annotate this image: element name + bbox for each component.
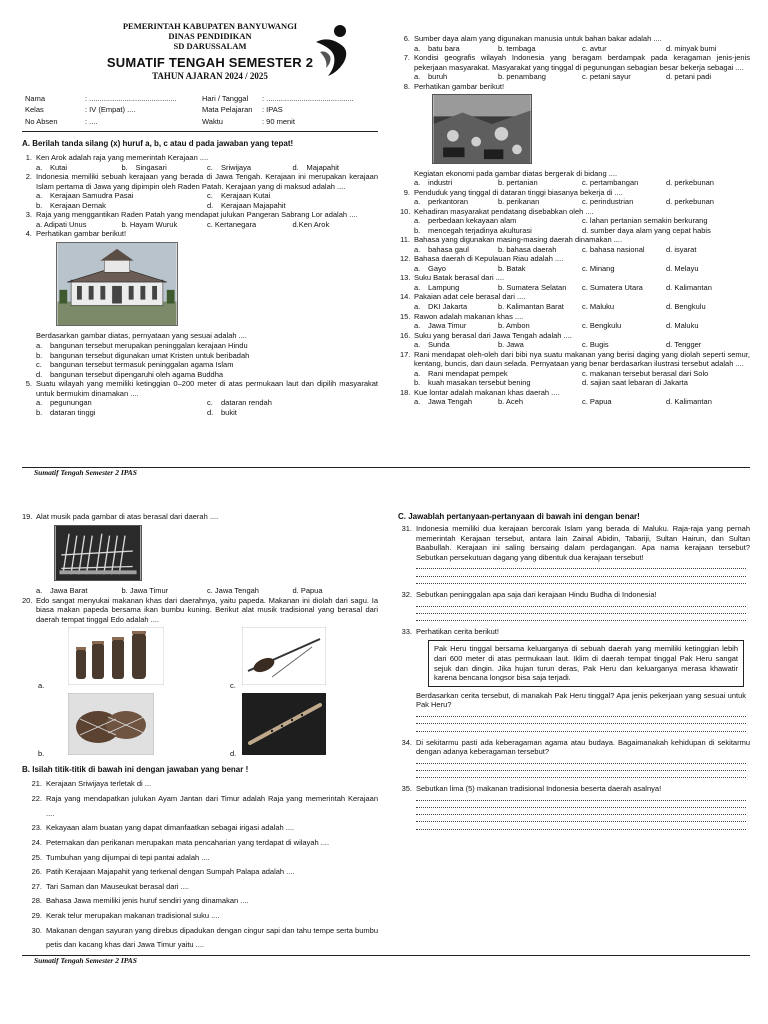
q35-answer-line-5[interactable]	[416, 822, 746, 829]
q8-option-b[interactable]: b. pertanian	[498, 178, 538, 188]
q20-option-d[interactable]: d.	[230, 749, 237, 759]
q14-text: Pakaian adat cele berasal dari ....	[414, 292, 526, 302]
q16-text: Suku yang berasal dari Jawa Tengah adalah ....	[414, 330, 572, 340]
palace-building-image	[56, 242, 178, 326]
q33-prompt: Berdasarkan cerita tersebut, di manakah Pak Heru tinggal? Apa jenis pekerjaan yang sesuai untuk Pak Heru?	[416, 690, 746, 710]
fill-in-text: Kekayaan alam buatan yang dapat dimanfaatkan sebagai irigasi adalah ....	[46, 823, 295, 833]
q20-text: Edo sangat menyukai makanan khas dari daerahnya, yaitu papeda. Makanan ini diolah dari sagu. Ia biasa makan papeda bersama ikan bumbu kuning. Berikut alat musik tradisional yang berasal dari daerah tempat tinggal Edo adalah ....	[36, 595, 378, 624]
q2-option-d[interactable]: d. Kerajaan Majapahit	[207, 200, 286, 210]
mapel-label: Mata Pelajaran	[202, 105, 253, 115]
q19-option-d[interactable]: d. Papua	[292, 586, 323, 596]
q17-option-a[interactable]: a. Rani mendapat pempek	[414, 368, 508, 378]
q12-number: 12.	[400, 254, 411, 264]
fill-in-text: Peternakan dan perikanan merupakan mata pencaharian yang terdapat di wilayah ....	[46, 837, 330, 847]
question-3	[22, 210, 378, 229]
q10-option-c[interactable]: c. lahan pertanian semakin berkurang	[582, 216, 708, 226]
header-line-2: DINAS PENDIDIKAN	[168, 30, 252, 41]
q9-option-d[interactable]: d. perkebunan	[666, 197, 714, 207]
q19-option-c[interactable]: c. Jawa Tengah	[207, 586, 259, 596]
q35-text: Sebutkan lima (5) makanan tradisional Indonesia beserta daerah asalnya!	[416, 784, 662, 794]
mapel-value: : IPAS	[262, 105, 283, 115]
q19-option-a[interactable]: a. Jawa Barat	[36, 586, 88, 596]
fill-in-question[interactable]	[22, 894, 378, 909]
q32-answer-line-1[interactable]	[416, 599, 746, 606]
q11-number: 11.	[400, 235, 410, 245]
q9-option-b[interactable]: b. perikanan	[498, 197, 540, 207]
q34-text: Di sekitarmu pasti ada keberagaman agama atau budaya. Bagaimanakah kehidupan di sekitarmu dengan adanya keberagaman tersebut?	[416, 737, 750, 757]
q7-number: 7.	[403, 53, 410, 63]
fill-in-text: Bahasa Jawa memiliki jenis huruf sendiri yang dinamakan ....	[46, 896, 249, 906]
q8-option-c[interactable]: c. pertambangan	[582, 178, 639, 188]
q34-answer-line-1[interactable]	[416, 757, 746, 764]
fill-in-question[interactable]	[22, 909, 378, 924]
q12-option-c[interactable]: c. Minang	[582, 263, 615, 273]
q18-option-a[interactable]: a. Jawa Tengah	[414, 397, 473, 407]
waktu-value: : 90 menit	[262, 116, 295, 126]
q11-option-a[interactable]: a. bahasa gaul	[414, 244, 469, 254]
q33-answer-line-2[interactable]	[416, 717, 746, 724]
q18-option-c[interactable]: c. Papua	[582, 397, 612, 407]
q19-image-wrap	[22, 525, 378, 584]
q17-option-c[interactable]: c. makanan tersebut berasal dari Solo	[582, 368, 709, 378]
question-16	[400, 331, 750, 350]
kelas-label: Kelas	[25, 105, 44, 115]
q16-number: 16.	[400, 330, 411, 340]
header-line-3: SD DARUSSALAM	[173, 40, 247, 51]
question-33	[398, 627, 750, 732]
q32-answer-line-3[interactable]	[416, 614, 746, 621]
q3-option-d[interactable]: d.Ken Arok	[292, 219, 330, 229]
q19-text: Alat musik pada gambar di atas berasal dari daerah ....	[36, 512, 219, 521]
q10-text: Kehadiran masyarakat pendatang disebabkan oleh ....	[414, 206, 594, 216]
footer-text-1: Sumatif Tengah Semester 2 IPAS	[34, 468, 137, 477]
fill-in-question[interactable]	[22, 836, 378, 851]
question-11	[400, 235, 750, 254]
q32-text: Sebutkan peninggalan apa saja dari kerajaan Hindu Budha di Indonesia!	[416, 589, 657, 599]
fill-in-question[interactable]	[22, 821, 378, 836]
q19-number: 19.	[22, 512, 33, 521]
section-a-heading: A. Berilah tanda silang (x) huruf a, b, c atau d pada jawaban yang tepat!	[22, 139, 294, 148]
q5-option-b[interactable]: b. dataran tinggi	[36, 407, 96, 417]
q9-text: Penduduk yang tinggal di dataran tinggi biasanya bekerja di ....	[414, 187, 623, 197]
q8-number: 8.	[403, 81, 410, 91]
question-18	[400, 388, 750, 407]
q33-number: 33.	[401, 626, 412, 636]
q5-text: Suatu wilayah yang memiliki ketinggian 0–200 meter di atas permukaan laut dan dipilih masyarakat untuk bermukim dinamakan ....	[36, 379, 378, 398]
q13-option-a[interactable]: a. Lampung	[414, 282, 460, 292]
question-35	[398, 784, 750, 829]
question-8	[400, 82, 750, 188]
page2-right	[398, 512, 750, 830]
q19-option-b[interactable]: b. Jawa Timur	[121, 586, 169, 596]
q1-option-d[interactable]: d. Majapahit	[292, 162, 340, 172]
tifa-drums-image	[68, 627, 164, 685]
q1-option-b[interactable]: b. Singasari	[121, 162, 167, 172]
q2-option-c[interactable]: c. Kerajaan Kutai	[207, 191, 271, 201]
kelas-value: : IV (Empat) ....	[85, 105, 136, 115]
section-a-left	[22, 139, 378, 417]
question-15	[400, 312, 750, 331]
q32-answer-line-2[interactable]	[416, 607, 746, 614]
fill-in-text: Tari Saman dan Mauseukat berasal dari ....	[46, 881, 189, 891]
hari-label: Hari / Tanggal	[202, 94, 249, 103]
q6-option-c[interactable]: c. avtur	[582, 43, 607, 53]
string-instrument-image	[242, 627, 326, 685]
footer-text-2: Sumatif Tengah Semester 2 IPAS	[34, 956, 137, 965]
hari-field[interactable]: : ..........................................	[262, 94, 354, 103]
question-19	[22, 512, 378, 596]
q31-answer-line-3[interactable]	[416, 577, 746, 584]
q33-text: Perhatikan cerita berikut!	[416, 626, 499, 636]
student-info	[23, 92, 193, 128]
q3-option-c[interactable]: c. Kertanegara	[207, 219, 257, 229]
school-year: TAHUN AJARAN 2024 / 2025	[152, 71, 268, 81]
q15-text: Rawon adalah makanan khas ....	[414, 311, 524, 321]
q5-option-a[interactable]: a. pegunungan	[36, 398, 92, 408]
page2-left	[22, 512, 378, 953]
fill-in-text: Kerak telur merupakan makanan tradisional suku ....	[46, 911, 220, 921]
q15-option-b[interactable]: b. Ambon	[498, 321, 530, 331]
section-c-heading: C. Jawablah pertanyaan-pertanyaan di bawah ini dengan benar!	[398, 512, 640, 521]
q4-text: Perhatikan gambar berikut!	[36, 229, 127, 239]
question-34	[398, 738, 750, 779]
q14-option-d[interactable]: d. Bengkulu	[666, 301, 706, 311]
q18-text: Kue lontar adalah makanan khas daerah ....	[414, 387, 560, 397]
question-14	[400, 292, 750, 311]
q13-number: 13.	[400, 273, 411, 283]
q4-image-wrap	[22, 242, 378, 329]
q2-number: 2.	[25, 172, 32, 182]
fill-in-text: Makanan dengan sayuran yang direbus dipadukan dengan cingur sapi dan tahu tempe serta bumbu petis dan kacang khas dari Jawa Timur yaitu ....	[46, 925, 378, 950]
q18-option-b[interactable]: b. Aceh	[498, 397, 524, 407]
q6-option-d[interactable]: d. minyak bumi	[666, 43, 717, 53]
fill-in-number: 27.	[31, 881, 42, 891]
question-5	[22, 379, 378, 417]
q2-option-b[interactable]: b. Kerajaan Demak	[36, 200, 106, 210]
fill-in-question[interactable]	[22, 924, 378, 953]
absen-field[interactable]: : ....	[85, 116, 98, 126]
school-logo-icon	[312, 22, 354, 78]
q17-number: 17.	[400, 349, 411, 359]
q15-option-c[interactable]: c. Bengkulu	[582, 321, 622, 331]
question-7	[400, 53, 750, 82]
q32-number: 32.	[401, 589, 412, 599]
fill-in-question[interactable]	[22, 777, 378, 792]
q14-option-c[interactable]: c. Maluku	[582, 301, 615, 311]
q6-text: Sumber daya alam yang digunakan manusia untuk bahan bakar adalah ....	[414, 34, 662, 43]
industry-photo-image	[432, 94, 532, 164]
q1-text: Ken Arok adalah raja yang memerintah Kerajaan ....	[36, 153, 209, 163]
fill-in-question[interactable]	[22, 880, 378, 895]
q7-option-b[interactable]: b. penambang	[498, 72, 546, 82]
q10-option-d[interactable]: d. sumber daya alam yang cepat habis	[582, 225, 711, 235]
q17-text: Rani mendapat oleh-oleh dari bibi nya suatu makanan yang berisi daging yang diolah seperti semur, kentang, buncis, dan daun selada. Pernyataan yang benar berdasarkan ilustrasi tersebut adalah ....	[414, 349, 750, 369]
q7-option-c[interactable]: c. petani sayur	[582, 72, 631, 82]
q5-option-c[interactable]: c. dataran rendah	[207, 398, 272, 408]
q12-option-b[interactable]: b. Batak	[498, 263, 526, 273]
exam-title: SUMATIF TENGAH SEMESTER 2	[106, 55, 314, 70]
section-a-right	[400, 34, 750, 407]
q20-option-b[interactable]: b.	[38, 749, 45, 759]
q15-number: 15.	[400, 311, 411, 321]
q20-option-a[interactable]: a.	[38, 681, 45, 691]
fill-in-text: Raja yang mendapatkan julukan Ayam Jantan dari Timur adalah Raja yang memerintah Kerajaan ....	[46, 794, 378, 818]
q16-option-d[interactable]: d. Tengger	[666, 340, 702, 350]
nama-label: Nama	[25, 94, 46, 103]
q34-number: 34.	[401, 737, 412, 747]
waktu-label: Waktu	[202, 116, 223, 126]
fill-in-number: 24.	[31, 837, 42, 847]
q1-number: 1.	[25, 153, 32, 163]
q9-option-c[interactable]: c. perindustrian	[582, 197, 634, 207]
q11-option-d[interactable]: d. isyarat	[666, 244, 697, 254]
q3-option-b[interactable]: b. Hayam Wuruk	[121, 219, 178, 229]
q7-text: Kondisi geografis wilayah Indonesia yang beragam berdampak pada keragaman jenis-jenis pekerjaan masyarakat. Masyarakat yang tinggal di pegunungan sebagian besar bekerja sebagai ....	[414, 53, 750, 72]
question-13	[400, 273, 750, 292]
q11-text: Bahasa yang digunakan masing-masing daerah dinamakan ....	[414, 235, 623, 245]
exam-info	[200, 92, 380, 128]
fill-in-number: 22.	[31, 794, 42, 804]
q7-option-d[interactable]: d. petani padi	[666, 72, 712, 82]
q5-number: 5.	[25, 379, 32, 389]
fill-in-number: 25.	[31, 852, 42, 862]
q6-option-b[interactable]: b. tembaga	[498, 43, 536, 53]
fill-in-question[interactable]	[22, 851, 378, 866]
q33-answer-line-3[interactable]	[416, 724, 746, 731]
nama-field[interactable]: : ..........................................	[85, 94, 177, 103]
q20-number: 20.	[22, 595, 33, 605]
question-31	[398, 524, 750, 584]
q6-number: 6.	[403, 34, 410, 43]
suling-flute-image	[242, 693, 326, 755]
q13-option-d[interactable]: d. Kalimantan	[666, 282, 712, 292]
fill-in-list	[22, 777, 378, 953]
q4-option-a[interactable]: a. bangunan tersebut merupakan peninggalan kerajaan Hindu	[36, 341, 248, 351]
q31-answer-line-1[interactable]	[416, 562, 746, 569]
q18-option-d[interactable]: d. Kalimantan	[666, 397, 712, 407]
q31-text: Indonesia memiliki dua kerajaan bercorak Islam yang berada di Maluku. Raja-raja yang pernah memerintah Kerajaan tersebut, antara lain Zainal Abidin, Tabariji, Sultan Hairun, dan Sultan Baabullah. Kerajaan ini saling bersaing dalam perdagangan. Apa nama kerajaan tersebut? Sebutkan persekutuan dagang yang dibentuk dua kerajaan tersebut!	[416, 524, 750, 562]
q12-option-d[interactable]: d. Melayu	[666, 263, 699, 273]
q7-option-a[interactable]: a. buruh	[414, 72, 448, 82]
q34-answer-line-3[interactable]	[416, 771, 746, 778]
q15-option-a[interactable]: a. Jawa Timur	[414, 321, 467, 331]
angklung-image	[54, 525, 142, 581]
q8-option-d[interactable]: d. perkebunan	[666, 178, 714, 188]
question-6	[400, 34, 750, 53]
question-12	[400, 254, 750, 273]
q8-image-wrap	[400, 94, 750, 167]
q13-option-b[interactable]: b. Sumatera Selatan	[498, 282, 567, 292]
q8-option-a[interactable]: a. industri	[414, 178, 453, 188]
q4-option-d[interactable]: d. bangunan tersebut dipengaruhi oleh agama Buddha	[36, 369, 224, 379]
absen-label: No Absen	[25, 116, 58, 126]
q4-prompt: Berdasarkan gambar diatas, pernyataan yang sesuai adalah ....	[36, 331, 247, 341]
q34-answer-line-2[interactable]	[416, 764, 746, 771]
q1-option-c[interactable]: c. Sriwijaya	[207, 162, 252, 172]
q13-text: Suku Batak berasal dari ....	[414, 273, 505, 283]
q33-answer-line-1[interactable]	[416, 710, 746, 717]
q31-number: 31.	[401, 524, 412, 534]
question-17	[400, 350, 750, 388]
q31-answer-line-2[interactable]	[416, 569, 746, 576]
q8-prompt: Kegiatan ekonomi pada gambar diatas bergerak di bidang ....	[414, 168, 618, 178]
q14-number: 14.	[400, 292, 411, 302]
q10-option-b[interactable]: b. mencegah terjadinya akulturasi	[414, 225, 532, 235]
kendang-image	[68, 693, 154, 755]
q3-text: Raja yang menggantikan Raden Patah yang mendapat julukan Pangeran Sabrang Lor adalah ....	[36, 210, 358, 220]
q17-option-d[interactable]: d. sajian saat lebaran di Jakarta	[582, 378, 688, 388]
fill-in-number: 30.	[31, 925, 42, 935]
q6-option-a[interactable]: a. batu bara	[414, 43, 460, 53]
fill-in-number: 21.	[31, 779, 42, 789]
fill-in-text: Kerajaan Sriwijaya terletak di ...	[46, 779, 152, 789]
q1-option-a[interactable]: a. Kutai	[36, 162, 68, 172]
q3-number: 3.	[25, 210, 32, 220]
q18-number: 18.	[400, 387, 411, 397]
q9-number: 9.	[403, 187, 410, 197]
fill-in-number: 28.	[31, 896, 42, 906]
q15-option-d[interactable]: d. Maluku	[666, 321, 699, 331]
question-2	[22, 172, 378, 210]
fill-in-number: 23.	[31, 823, 42, 833]
q16-option-a[interactable]: a. Sunda	[414, 340, 450, 350]
q4-option-c[interactable]: c. bangunan tersebut termasuk peninggalan agama Islam	[36, 360, 234, 370]
q14-option-b[interactable]: b. Kalimantan Barat	[498, 301, 564, 311]
fill-in-question[interactable]	[22, 865, 378, 880]
question-9	[400, 188, 750, 207]
q35-number: 35.	[401, 784, 412, 794]
fill-in-text: Tumbuhan yang dijumpai di tepi pantai adalah ....	[46, 852, 210, 862]
q20-image-grid	[22, 627, 378, 759]
q11-option-b[interactable]: b. bahasa daerah	[498, 244, 557, 254]
q2-text: Indonesia memiliki sebuah kerajaan yang berada di Jawa Tengah. Kerajaan ini merupakan kerajaan Islam pertama di Jawa yang dipimpin oleh Raden Patah. Kerajaan yang di maksud adalah ....	[36, 172, 378, 191]
q12-text: Bahasa daerah di Kepulauan Riau adalah ....	[414, 254, 564, 264]
q13-option-c[interactable]: c. Sumatera Utara	[582, 282, 643, 292]
fill-in-number: 29.	[31, 911, 42, 921]
q5-option-d[interactable]: d. bukit	[207, 407, 237, 417]
fill-in-question[interactable]	[22, 792, 378, 821]
q4-number: 4.	[25, 229, 32, 239]
q17-option-b[interactable]: b. kuah masakan tersebut bening	[414, 378, 531, 388]
header-line-1: PEMERINTAH KABUPATEN BANYUWANGI	[122, 21, 298, 31]
q3-option-a[interactable]: a. Adipati Unus	[36, 219, 87, 229]
q2-option-a[interactable]: a. Kerajaan Samudra Pasai	[36, 191, 134, 201]
fill-in-text: Patih Kerajaan Majapahit yang terkenal dengan Sumpah Palapa adalah ....	[46, 867, 295, 877]
q10-number: 10.	[400, 206, 411, 216]
q16-option-c[interactable]: c. Bugis	[582, 340, 609, 350]
section-b-heading: B. Isilah titik-titik di bawah ini dengan jawaban yang benar !	[22, 765, 249, 775]
q11-option-c[interactable]: c. bahasa nasional	[582, 244, 645, 254]
question-32	[398, 590, 750, 621]
question-1	[22, 153, 378, 172]
q16-option-b[interactable]: b. Jawa	[498, 340, 524, 350]
q12-option-a[interactable]: a. Gayo	[414, 263, 446, 273]
q35-answer-line-1[interactable]	[416, 794, 746, 801]
q20-option-c[interactable]: c.	[230, 681, 236, 691]
q10-option-a[interactable]: a. perbedaan kekayaan alam	[414, 216, 517, 226]
header-divider	[22, 131, 378, 132]
fill-in-number: 26.	[31, 867, 42, 877]
q14-option-a[interactable]: a. DKI Jakarta	[414, 301, 468, 311]
q35-answer-line-2[interactable]	[416, 801, 746, 808]
q9-option-a[interactable]: a. perkantoran	[414, 197, 469, 207]
q8-text: Perhatikan gambar berikut!	[414, 81, 505, 91]
question-10	[400, 207, 750, 236]
q4-option-b[interactable]: b. bangunan tersebut digunakan umat Kristen untuk beribadah	[36, 350, 250, 360]
q33-story-box: Pak Heru tinggal bersama keluarganya di sebuah daerah yang memiliki ketinggian lebih dari 600 meter di atas permukaan laut. Iklim di daerah tempat tinggal Pak Heru sangat sejuk dan dingin. Jika hujan turun deras, Pak Heru dan keluarganya merasa khawatir karena bencana longsor bisa saja terjadi.	[428, 640, 744, 686]
q35-answer-line-3[interactable]	[416, 808, 746, 815]
question-20	[22, 596, 378, 760]
q35-answer-line-4[interactable]	[416, 815, 746, 822]
question-4	[22, 229, 378, 379]
